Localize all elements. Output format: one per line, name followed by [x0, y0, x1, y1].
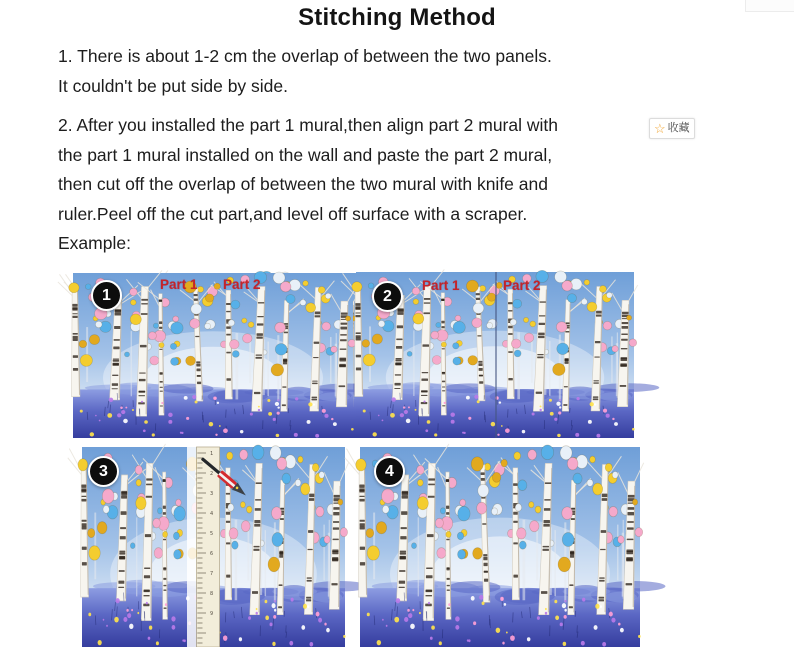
- svg-text:4: 4: [210, 511, 214, 517]
- instruction-line: ruler.Peel off the cut part,and level off surface with a scraper.: [58, 203, 528, 224]
- star-icon: ☆: [654, 121, 666, 136]
- instruction-line: then cut off the overlap of between the two mural with knife and: [58, 174, 548, 194]
- instruction-step-1: [58, 42, 552, 101]
- part-2-label: Part 2: [223, 277, 261, 292]
- utility-knife-icon: [194, 447, 258, 511]
- instruction-line: 2. After you installed the part 1 mural,then align part 2 mural with: [58, 115, 558, 135]
- svg-text:9: 9: [210, 611, 214, 617]
- figure-3-cutting-overlap: [82, 447, 345, 647]
- svg-text:3: 3: [210, 491, 214, 497]
- page-title: Stitching Method: [298, 4, 496, 31]
- svg-text:6: 6: [210, 551, 214, 557]
- part-1-label: Part 1: [422, 278, 460, 293]
- panel-overlap-seam: [495, 272, 497, 438]
- svg-text:1: 1: [210, 451, 214, 457]
- step-number-badge: 3: [88, 456, 119, 487]
- instruction-step-2: [58, 111, 558, 259]
- part-1-label: Part 1: [160, 277, 198, 292]
- figure-4-finished-mural: [360, 447, 640, 647]
- instruction-line: the part 1 mural installed on the wall and paste the part 2 mural,: [58, 144, 553, 165]
- figure-2-panels-overlapped: [356, 272, 634, 438]
- mural-part-2-panel: [219, 273, 345, 438]
- part-2-label: Part 2: [503, 278, 541, 293]
- svg-text:8: 8: [210, 591, 214, 597]
- instruction-line: 1. There is about 1-2 cm the overlap of between the two panels.: [58, 46, 552, 66]
- svg-text:5: 5: [210, 531, 214, 537]
- step-number-badge: 4: [374, 456, 405, 487]
- favorite-button[interactable]: [649, 118, 695, 139]
- instruction-line: It couldn't be put side by side.: [58, 75, 289, 96]
- favorite-label: 收藏: [667, 122, 690, 134]
- svg-text:7: 7: [210, 571, 214, 577]
- figure-1-panels-separated: [85, 273, 345, 438]
- step-number-badge: 1: [91, 280, 122, 311]
- svg-text:2: 2: [210, 471, 214, 477]
- step-number-badge: 2: [372, 281, 403, 312]
- instruction-line: Example:: [58, 233, 131, 253]
- birch-forest-mural-image: [219, 273, 345, 438]
